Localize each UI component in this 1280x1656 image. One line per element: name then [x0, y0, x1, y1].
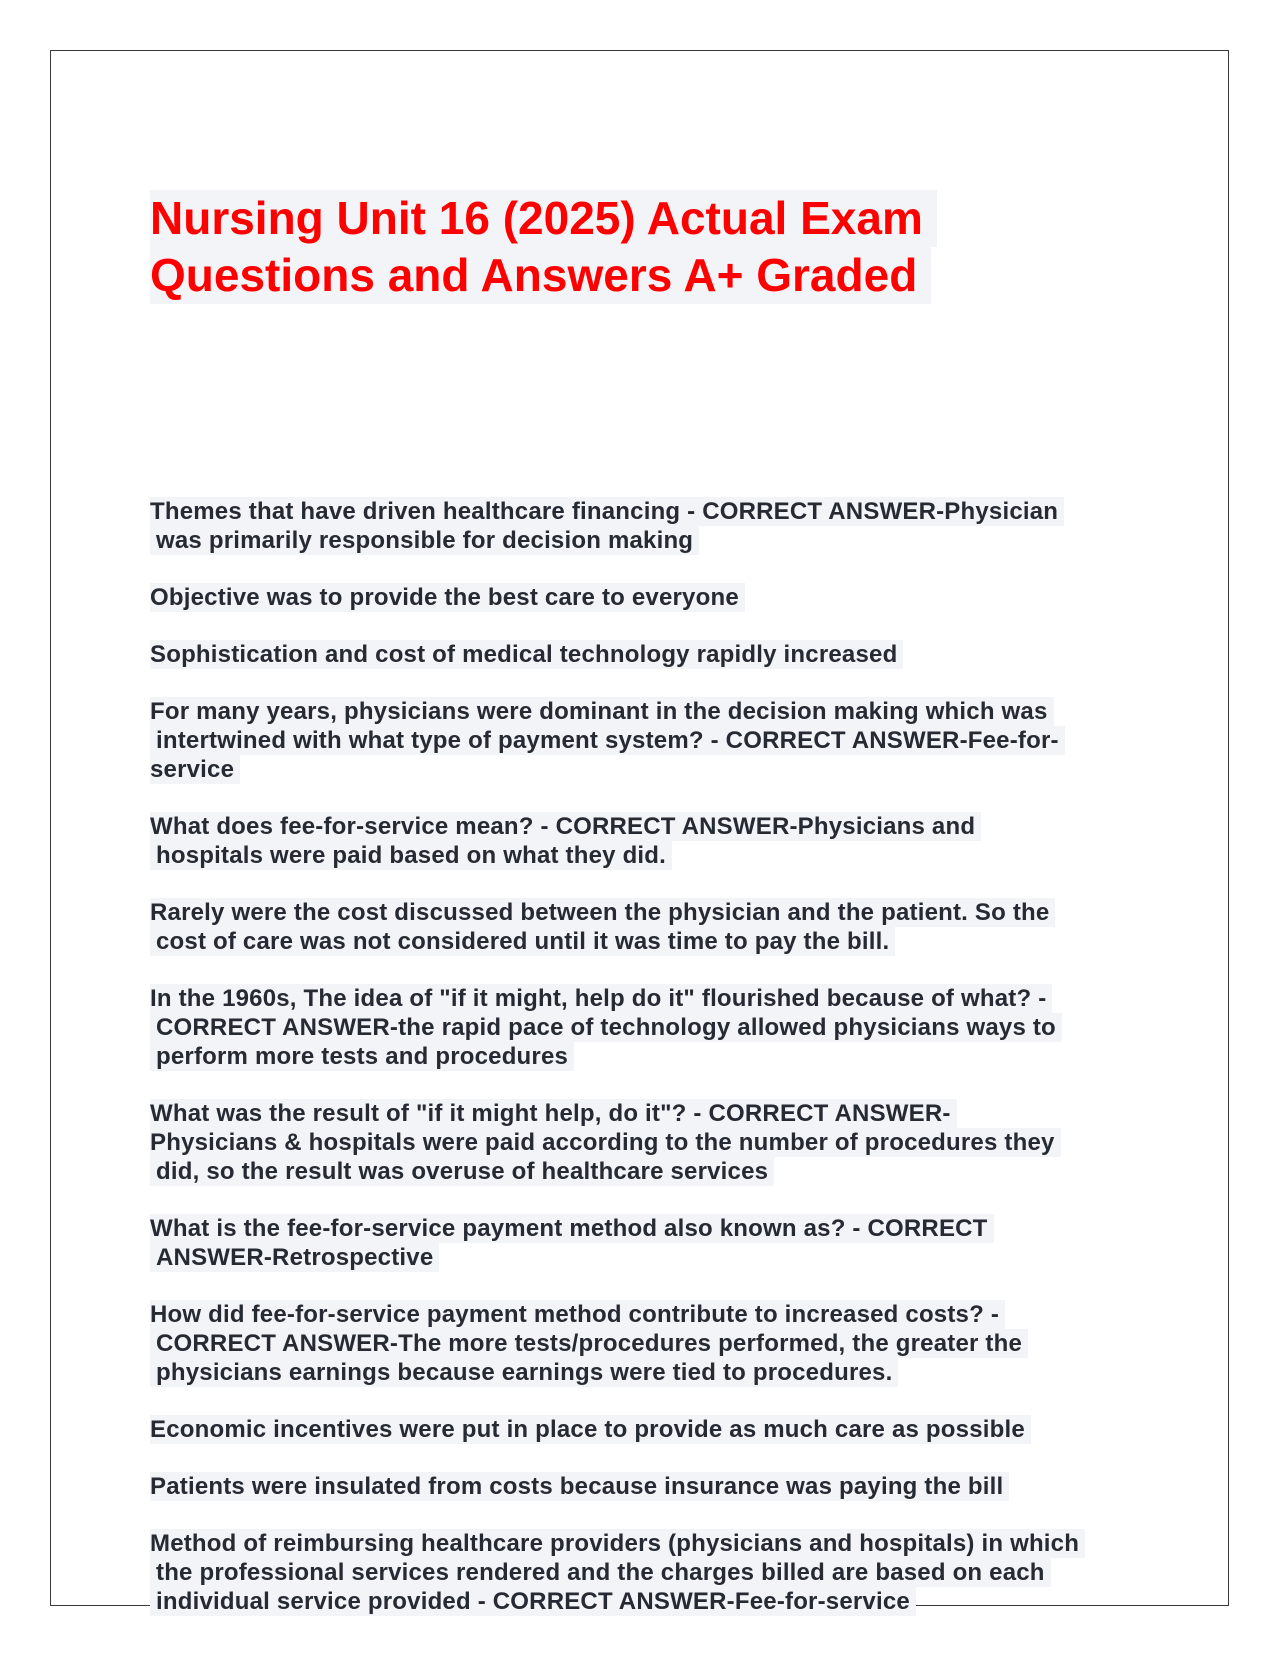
qa-paragraph: [150, 583, 1140, 612]
text-line: perform more tests and procedures: [150, 1042, 574, 1071]
text-line: How did fee-for-service payment method contribute to increased costs? -: [150, 1300, 1005, 1329]
text-line: Rarely were the cost discussed between the physician and the patient. So the: [150, 898, 1055, 927]
title-line: Questions and Answers A+ Graded: [150, 247, 931, 304]
qa-paragraph: [150, 1099, 1140, 1186]
qa-paragraph: [150, 1529, 1140, 1616]
text-line: Sophistication and cost of medical technology rapidly increased: [150, 640, 903, 669]
text-line: What is the fee-for-service payment method also known as? - CORRECT: [150, 1214, 994, 1243]
qa-paragraph: [150, 1300, 1140, 1387]
text-line: intertwined with what type of payment system? - CORRECT ANSWER-Fee-for-: [150, 726, 1065, 755]
text-line: For many years, physicians were dominant in the decision making which was: [150, 697, 1054, 726]
document-title: [150, 190, 937, 304]
qa-paragraph: [150, 697, 1140, 784]
text-line: hospitals were paid based on what they did.: [150, 841, 672, 870]
title-line: Nursing Unit 16 (2025) Actual Exam: [150, 190, 937, 247]
qa-paragraph: [150, 898, 1140, 956]
text-line: Method of reimbursing healthcare providers (physicians and hospitals) in which: [150, 1529, 1085, 1558]
text-line: ANSWER-Retrospective: [150, 1243, 439, 1272]
text-line: What does fee-for-service mean? - CORRECT ANSWER-Physicians and: [150, 812, 981, 841]
qa-paragraph: [150, 1415, 1140, 1444]
qa-paragraph: [150, 497, 1140, 555]
text-line: was primarily responsible for decision making: [150, 526, 699, 555]
text-line: CORRECT ANSWER-the rapid pace of technology allowed physicians ways to: [150, 1013, 1062, 1042]
document-body: [150, 497, 1140, 1644]
text-line: cost of care was not considered until it was time to pay the bill.: [150, 927, 895, 956]
text-line: did, so the result was overuse of healthcare services: [150, 1157, 774, 1186]
qa-paragraph: [150, 1472, 1140, 1501]
text-line: CORRECT ANSWER-The more tests/procedures performed, the greater the: [150, 1329, 1028, 1358]
text-line: the professional services rendered and the charges billed are based on each: [150, 1558, 1051, 1587]
qa-paragraph: [150, 640, 1140, 669]
text-line: Physicians & hospitals were paid according to the number of procedures they: [150, 1128, 1061, 1157]
text-line: service: [150, 755, 240, 784]
qa-paragraph: [150, 984, 1140, 1071]
text-line: individual service provided - CORRECT ANSWER-Fee-for-service: [150, 1587, 916, 1616]
qa-paragraph: [150, 1214, 1140, 1272]
text-line: Patients were insulated from costs because insurance was paying the bill: [150, 1472, 1009, 1501]
text-line: Objective was to provide the best care to everyone: [150, 583, 745, 612]
qa-paragraph: [150, 812, 1140, 870]
text-line: Themes that have driven healthcare financing - CORRECT ANSWER-Physician: [150, 497, 1064, 526]
text-line: physicians earnings because earnings were tied to procedures.: [150, 1358, 898, 1387]
text-line: In the 1960s, The idea of "if it might, help do it" flourished because of what? -: [150, 984, 1052, 1013]
text-line: What was the result of "if it might help, do it"? - CORRECT ANSWER-: [150, 1099, 957, 1128]
text-line: Economic incentives were put in place to provide as much care as possible: [150, 1415, 1031, 1444]
